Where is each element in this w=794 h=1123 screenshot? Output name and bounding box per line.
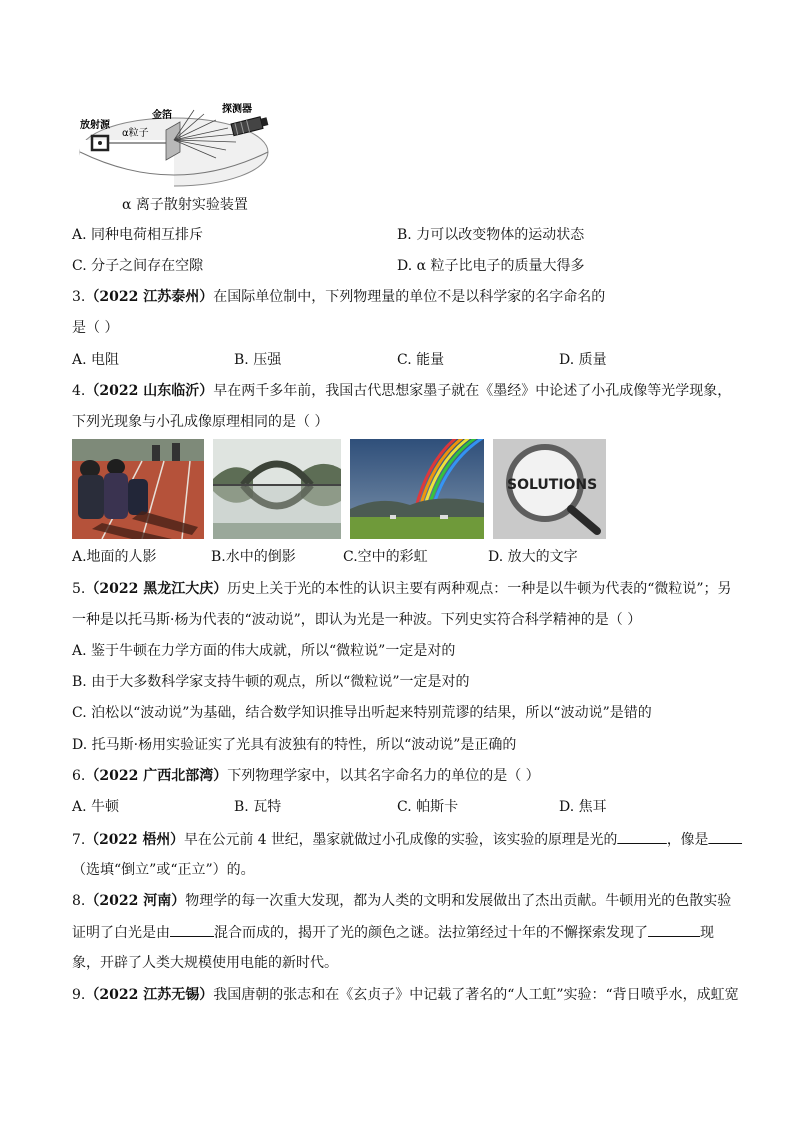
q3-stem — [72, 287, 605, 307]
q8-stem-line3: 象，开辟了人类大规模使用电能的新时代。 — [72, 955, 338, 971]
photo-rainbow — [350, 439, 484, 539]
q5-option-b: B. 由于大多数科学家支持牛顿的观点，所以“微粒说”一定是对的 — [72, 674, 470, 690]
q8-stem — [72, 891, 731, 911]
q4-option-c: C.空中的彩虹 — [343, 549, 428, 565]
q8-text2-b: 混合而成的，揭开了光的颜色之谜。法拉第经过十年的不懈探索发现了 — [214, 925, 648, 941]
q5-text: 历史上关于光的本性的认识主要有两种观点：一种是以牛顿为代表的“微粒说”；另 — [227, 581, 732, 597]
q3-option-b: B. 压强 — [234, 352, 282, 368]
q7-number: 7. — [72, 832, 86, 848]
q7-stem — [72, 829, 742, 850]
q7-text-a: 早在公元前 4 世纪，墨家就做过小孔成像的实验，该实验的原理是光的 — [184, 832, 618, 848]
q3-option-c: C. 能量 — [397, 352, 445, 368]
q4-option-d: D. 放大的文字 — [488, 549, 578, 565]
q6-number: 6. — [72, 768, 86, 784]
q2-option-b: B. 力可以改变物体的运动状态 — [397, 227, 585, 243]
q5-source: （2022 黑龙江大庆） — [85, 581, 228, 597]
q6-stem — [72, 766, 540, 786]
q4-text: 早在两千多年前，我国古代思想家墨子就在《墨经》中论述了小孔成像等光学现象， — [213, 383, 732, 399]
q4-option-a: A.地面的人影 — [72, 549, 157, 565]
q7-blank-2[interactable] — [708, 829, 742, 844]
q4-number: 4. — [72, 383, 86, 399]
q6-option-b: B. 瓦特 — [234, 799, 282, 815]
q3-stem-line2: 是（ ） — [72, 320, 119, 336]
q3-option-a: A. 电阻 — [72, 352, 120, 368]
q5-stem — [72, 579, 732, 599]
photo-water-reflection — [213, 439, 341, 539]
q2-option-d: D. α 粒子比电子的质量大得多 — [397, 258, 585, 274]
photo-ground-shadow — [72, 439, 204, 539]
q6-source: （2022 广西北部湾） — [85, 768, 228, 784]
q5-option-d: D. 托马斯·杨用实验证实了光具有波独有的特性，所以“波动说”是正确的 — [72, 737, 517, 753]
q7-source: （2022 梧州） — [85, 832, 185, 848]
q8-source: （2022 河南） — [85, 893, 186, 909]
q8-blank-1[interactable] — [170, 922, 214, 937]
alpha-scattering-figure — [76, 100, 272, 192]
q7-blank-1[interactable] — [617, 829, 666, 844]
label-detector: 探测器 — [222, 104, 252, 115]
q8-number: 8. — [72, 893, 86, 909]
q5-stem-line2: 一种是以托马斯·杨为代表的“波动说”，即认为光是一种波。下列史实符合科学精神的是（ ） — [72, 612, 642, 628]
q6-text: 下列物理学家中，以其名字命名力的单位的是（ ） — [227, 768, 540, 784]
q2-option-c: C. 分子之间存在空隙 — [72, 258, 204, 274]
label-source: 放射源 — [80, 120, 110, 131]
magnifier-text: SOLUTIONS — [507, 477, 598, 493]
photo-magnified-text — [493, 439, 606, 539]
q4-stem — [72, 381, 731, 401]
label-particle: α粒子 — [122, 128, 149, 139]
q3-number: 3. — [72, 289, 86, 305]
q6-option-a: A. 牛顿 — [72, 799, 120, 815]
figure-caption: α 离子散射实验装置 — [122, 197, 248, 213]
q8-text: 物理学的每一次重大发现，都为人类的文明和发展做出了杰出贡献。牛顿用光的色散实验 — [185, 893, 732, 909]
q4-stem-line2: 下列光现象与小孔成像原理相同的是（ ） — [72, 414, 329, 430]
q9-number: 9. — [72, 987, 86, 1003]
q7-stem-line2: （选填“倒立”或“正立”）的。 — [72, 862, 255, 878]
q6-option-c: C. 帕斯卡 — [397, 799, 459, 815]
q8-blank-2[interactable] — [648, 922, 700, 937]
q7-text-b: ，像是 — [666, 832, 709, 848]
q8-text2-c: 现 — [700, 925, 714, 941]
q9-source: （2022 江苏无锡） — [85, 987, 214, 1003]
q3-source: （2022 江苏泰州） — [85, 289, 214, 305]
q8-stem-line2 — [72, 922, 714, 943]
q5-option-c: C. 泊松以“波动说”为基础，结合数学知识推导出听起来特别荒谬的结果，所以“波动说”是错的 — [72, 705, 652, 721]
q8-text2-a: 证明了白光是由 — [72, 925, 170, 941]
q3-option-d: D. 质量 — [559, 352, 607, 368]
q3-text: 在国际单位制中，下列物理量的单位不是以科学家的名字命名的 — [213, 289, 606, 305]
q4-option-b: B.水中的倒影 — [211, 549, 296, 565]
q5-number: 5. — [72, 581, 86, 597]
q9-text: 我国唐朝的张志和在《玄贞子》中记载了著名的“人工虹”实验：“背日喷乎水，成虹宽 — [213, 987, 739, 1003]
q6-option-d: D. 焦耳 — [559, 799, 607, 815]
label-foil: 金箔 — [152, 110, 172, 121]
q5-option-a: A. 鉴于牛顿在力学方面的伟大成就，所以“微粒说”一定是对的 — [72, 643, 456, 659]
q2-option-a: A. 同种电荷相互排斥 — [72, 227, 204, 243]
q4-source: （2022 山东临沂） — [85, 383, 214, 399]
q9-stem — [72, 985, 739, 1005]
